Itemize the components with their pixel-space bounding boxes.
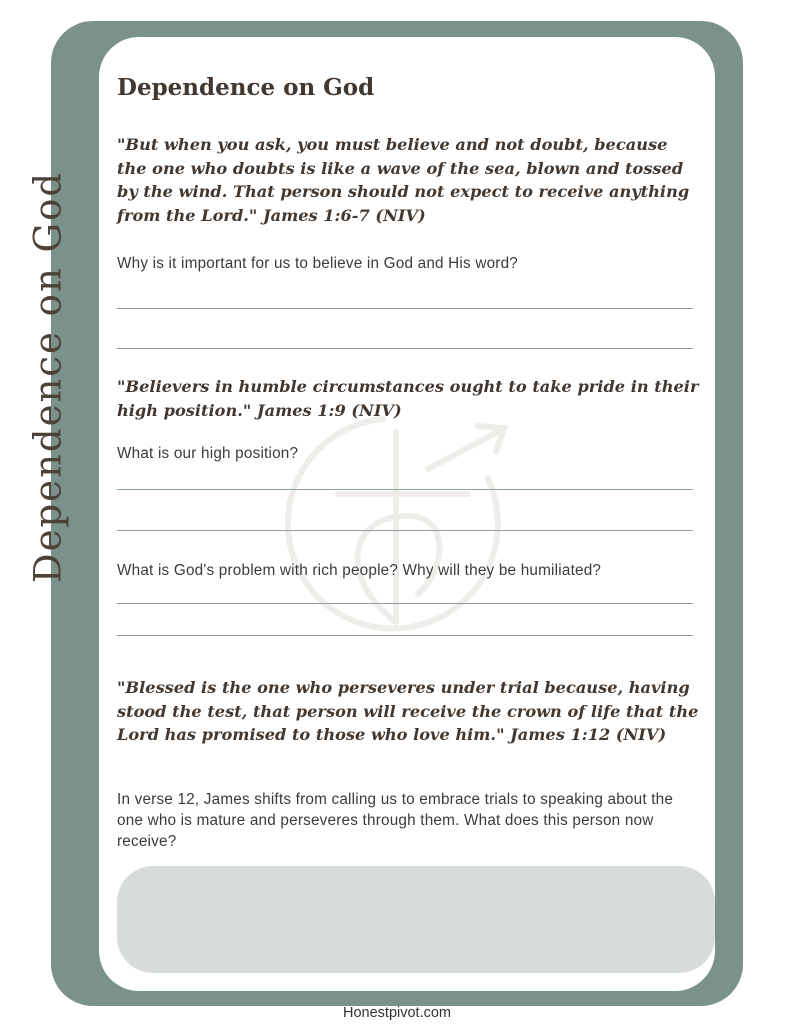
question-1: Why is it important for us to believe in God and His word? bbox=[117, 255, 518, 272]
question-4: In verse 12, James shifts from calling us to embrace trials to speaking about the one who is mature and perseveres through them. What does this person now receive? bbox=[117, 791, 674, 850]
page-title: Dependence on God bbox=[117, 74, 375, 101]
cross-logo-icon bbox=[278, 404, 518, 634]
scripture-quote-3: "Blessed is the one who perseveres under trial because, having stood the test, that person will receive the crown of life that the Lord has promised to those who love him." James 1:12 (NIV) bbox=[117, 678, 699, 744]
question-3: What is God's problem with rich people? Why will they be humiliated? bbox=[117, 562, 602, 579]
answer-box[interactable] bbox=[117, 866, 715, 973]
answer-line[interactable] bbox=[117, 348, 693, 349]
scripture-quote-2: "Believers in humble circumstances ought to take pride in their high position." James 1:9 (NIV) bbox=[117, 377, 699, 420]
answer-line[interactable] bbox=[117, 489, 693, 490]
side-title-text: Dependence on God bbox=[26, 170, 70, 584]
answer-line[interactable] bbox=[117, 308, 693, 309]
scripture-quote-1: "But when you ask, you must believe and not doubt, because the one who doubts is like a wave of the sea, blown and tossed by the wind. That person should not expect to receive anything from the Lord." James 1:6-7 (NIV) bbox=[117, 135, 690, 225]
question-2: What is our high position? bbox=[117, 445, 299, 462]
footer-website: Honestpivot.com bbox=[343, 1005, 451, 1021]
answer-line[interactable] bbox=[117, 635, 693, 636]
answer-line[interactable] bbox=[117, 530, 693, 531]
answer-line[interactable] bbox=[117, 603, 693, 604]
